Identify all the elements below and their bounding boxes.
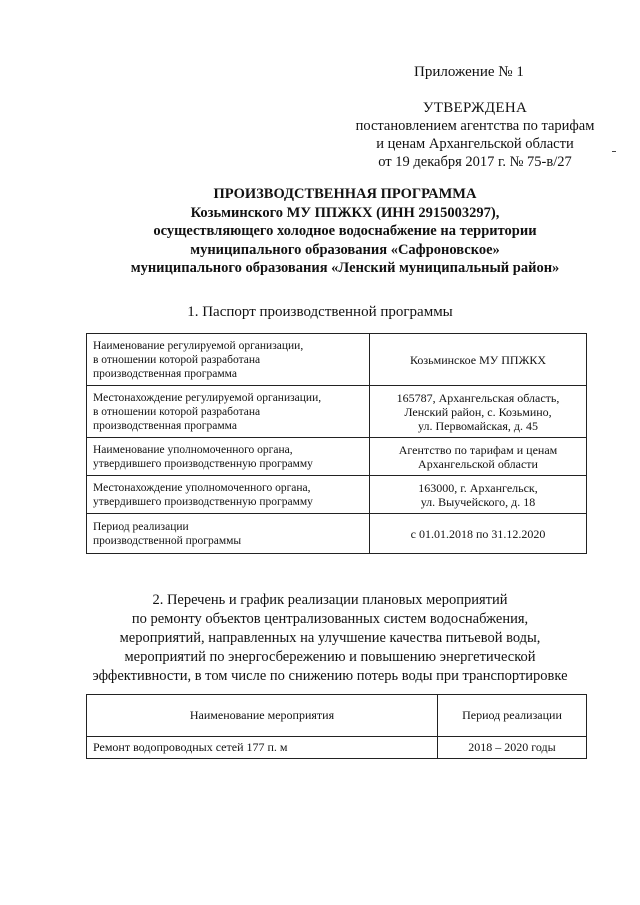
cell-line: Период реализации	[93, 520, 189, 533]
table-cell-value	[370, 334, 587, 386]
table-cell-label	[87, 334, 370, 386]
program-title-line: муниципального образования «Сафроновское»	[190, 241, 500, 258]
margin-mark	[612, 151, 616, 152]
table-cell-label	[87, 386, 370, 438]
table-row	[87, 737, 587, 759]
table-cell: 2018 – 2020 годы	[438, 737, 587, 759]
section2-heading-line: эффективности, в том числе по снижению потерь воды при транспортировке	[92, 668, 568, 684]
table-cell-value	[370, 476, 587, 514]
cell-line: производственной программы	[93, 534, 242, 547]
approval-line: постановлением агентства по тарифам	[355, 118, 595, 134]
table-cell-value	[370, 386, 587, 438]
section2-heading	[40, 591, 620, 686]
column-header: Период реализации	[438, 695, 587, 737]
section2-heading-line: 2. Перечень и график реализации плановых мероприятий	[152, 592, 508, 608]
table-cell-value	[370, 438, 587, 476]
program-title-line: осуществляющего холодное водоснабжение на территории	[153, 223, 537, 239]
program-title	[40, 185, 640, 278]
approval-line: от 19 декабря 2017 г. № 75-в/27	[378, 154, 572, 170]
section1-heading: 1. Паспорт производственной программы	[187, 304, 453, 320]
appendix-number: Приложение № 1	[414, 64, 524, 80]
section2-heading-line: мероприятий, направленных на улучшение качества питьевой воды,	[119, 630, 541, 646]
table-row	[87, 334, 587, 386]
cell-line: ул. Выучейского, д. 18	[420, 494, 536, 509]
table-cell-label	[87, 514, 370, 554]
cell-line: производственная программа	[93, 419, 237, 432]
approval-title: УТВЕРЖДЕНА	[422, 100, 528, 116]
table-cell-label	[87, 476, 370, 514]
passport-table	[86, 333, 587, 554]
table-row	[87, 438, 587, 476]
cell-line: 163000, г. Архангельск,	[418, 480, 538, 495]
program-title-line: муниципального образования «Ленский муниципальный район»	[130, 260, 560, 276]
measures-table	[86, 694, 587, 759]
cell-line: в отношении которой разработана	[93, 353, 261, 366]
table-cell-label	[87, 438, 370, 476]
section2-heading-line: мероприятий по энергосбережению и повышению энергетической	[124, 649, 536, 665]
approval-stamp	[330, 99, 620, 171]
table-cell: Ремонт водопроводных сетей 177 п. м	[87, 737, 438, 759]
table-row	[87, 476, 587, 514]
cell-line: утвердившего производственную программу	[93, 457, 313, 470]
table-row	[87, 386, 587, 438]
cell-line: Наименование уполномоченного органа,	[93, 443, 293, 456]
cell-line: Ленский район, с. Козьмино,	[404, 404, 552, 419]
cell-line: Местонахождение регулируемой организации,	[93, 391, 322, 404]
column-header: Наименование мероприятия	[87, 695, 438, 737]
section2-heading-line: по ремонту объектов централизованных систем водоснабжения,	[131, 611, 529, 627]
cell-line: 165787, Архангельская область,	[396, 390, 560, 405]
cell-line: с 01.01.2018 по 31.12.2020	[410, 526, 546, 541]
cell-line: Местонахождение уполномоченного органа,	[93, 481, 311, 494]
cell-line: в отношении которой разработана	[93, 405, 261, 418]
program-title-line: ПРОИЗВОДСТВЕННАЯ ПРОГРАММА	[213, 186, 477, 202]
cell-line: ул. Первомайская, д. 45	[418, 418, 538, 433]
cell-line: Архангельской области	[418, 456, 538, 471]
program-title-line: Козьминского МУ ППЖКХ (ИНН 2915003297),	[190, 204, 500, 221]
table-row	[87, 514, 587, 554]
cell-line: Агентство по тарифам и ценам	[398, 442, 558, 457]
cell-line: Наименование регулируемой организации,	[93, 339, 304, 352]
cell-line: Козьминское МУ ППЖКХ	[410, 352, 546, 367]
table-cell-value	[370, 514, 587, 554]
approval-line: и ценам Архангельской области	[376, 136, 574, 152]
cell-line: утвердившего производственную программу	[93, 495, 313, 508]
table-header-row	[87, 695, 587, 737]
cell-line: производственная программа	[93, 367, 237, 380]
